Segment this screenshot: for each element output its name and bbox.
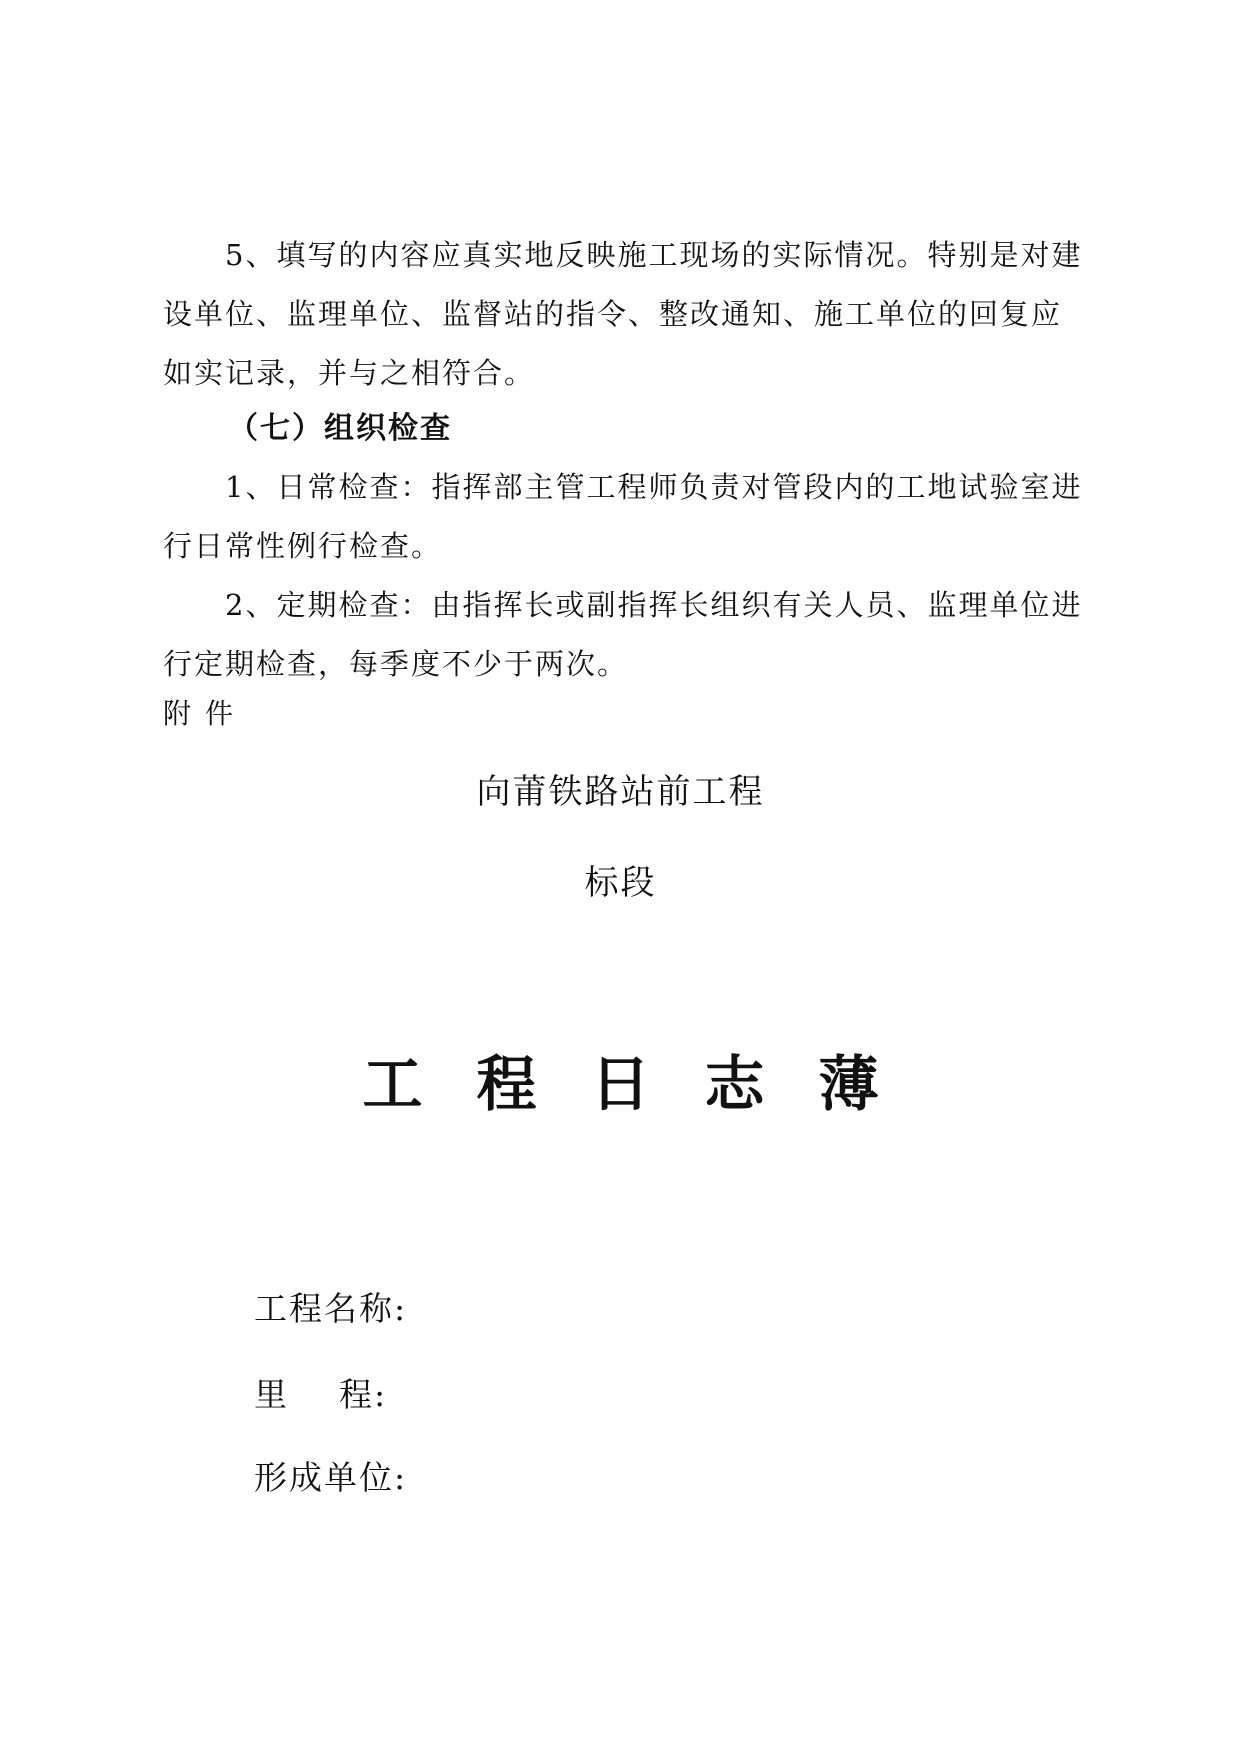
paragraph-daily-inspection-text: 1、日常检查：指挥部主管工程师负责对管段内的工地试验室进行日常性例行检查。 [163,470,1083,563]
paragraph-daily-inspection [163,458,1083,576]
cover-project-line: 向莆铁路站前工程 [476,772,765,812]
field-project-name-label: 工程名称: [254,1289,408,1328]
paragraph-item-5-text: 5、填写的内容应真实地反映施工现场的实际情况。特别是对建设单位、监理单位、监督站的指令、整改通知、施工单位的回复应如实记录，并与之相符合。 [163,238,1083,390]
section-heading-organize-inspection: （七）组织检查 [228,411,452,446]
paragraph-item-5 [163,226,1083,403]
cover-section-line: 标段 [584,863,657,903]
field-forming-unit-label: 形成单位: [254,1458,408,1497]
attachment-label: 附件 [163,697,248,730]
cover-title: 工程日志薄 [362,1050,933,1120]
paragraph-periodic-inspection [163,576,1083,694]
field-mileage-label: 里 程: [254,1375,388,1414]
paragraph-periodic-inspection-text: 2、定期检查：由指挥长或副指挥长组织有关人员、监理单位进行定期检查，每季度不少于两次。 [163,588,1083,681]
